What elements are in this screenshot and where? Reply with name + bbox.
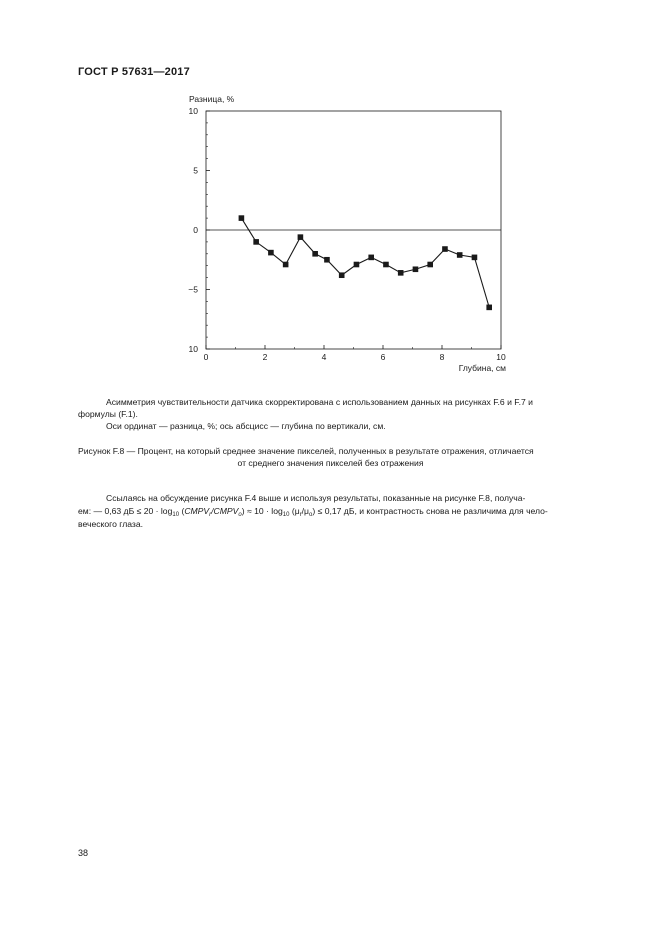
paragraph-asymmetry-cont: формулы (F.1).	[78, 409, 138, 419]
x-axis-label: Глубина, см	[458, 363, 506, 373]
x-tick-label: 0	[203, 352, 209, 362]
x-tick-label: 8	[439, 352, 445, 362]
figure-caption-line1: Рисунок F.8 — Процент, на который среднее значение пикселей, полученных в результате отражения, отличается	[78, 446, 534, 456]
document-header: ГОСТ Р 57631—2017	[78, 66, 190, 78]
figure-caption-line2: от среднего значения пикселей без отражения	[237, 458, 424, 468]
paragraph-axes: Оси ординат — разница, %; ось абсцисс — глубина по вертикали, см.	[106, 421, 386, 431]
x-tick-label: 2	[262, 352, 268, 362]
data-point	[368, 255, 374, 261]
data-point	[354, 262, 360, 268]
paragraph-asymmetry: Асимметрия чувствительности датчика скорректирована с использованием данных на рисунках F.6 и F.7 и	[106, 397, 533, 407]
data-point	[253, 239, 259, 245]
data-point	[413, 266, 419, 272]
data-point	[239, 215, 245, 221]
paragraph-formula: ем: — 0,63 дБ ≤ $20 \cdot \log_{10}$ $(CMPV_r/CMPV_o) \approx 10 \cdot \log_{10} (\mu_r/\mu_o) \le 0,17$ дБ, и контрастность снова не различима для чело-	[78, 506, 548, 518]
paragraph-reference: Ссылаясь на обсуждение рисунка F.4 выше и используя результаты, показанные на рисунке F.8, получа-	[106, 493, 526, 503]
data-point	[442, 246, 448, 252]
y-tick-label: 10	[188, 344, 198, 354]
data-point	[312, 251, 318, 257]
difference-vs-depth-chart	[170, 92, 520, 382]
data-point	[283, 262, 289, 268]
x-tick-label: 4	[321, 352, 327, 362]
data-point	[324, 257, 330, 263]
data-point	[457, 252, 463, 258]
page-number: 38	[78, 848, 89, 858]
data-point	[298, 234, 304, 240]
y-tick-label: 0	[193, 225, 198, 235]
y-tick-label: 10	[188, 106, 198, 116]
x-tick-label: 6	[380, 352, 386, 362]
y-axis-label: Разница, %	[189, 94, 235, 104]
data-point	[398, 270, 404, 276]
x-tick-label: 10	[496, 352, 506, 362]
data-point	[472, 255, 478, 261]
series-line	[241, 218, 489, 307]
data-point	[339, 272, 345, 278]
y-tick-label: 5	[193, 165, 198, 176]
data-point	[383, 262, 389, 268]
data-point	[427, 262, 433, 268]
data-point	[486, 305, 492, 311]
paragraph-reference-end: веческого глаза.	[78, 519, 144, 529]
data-point	[268, 250, 274, 256]
y-tick-label: −5	[188, 284, 198, 295]
